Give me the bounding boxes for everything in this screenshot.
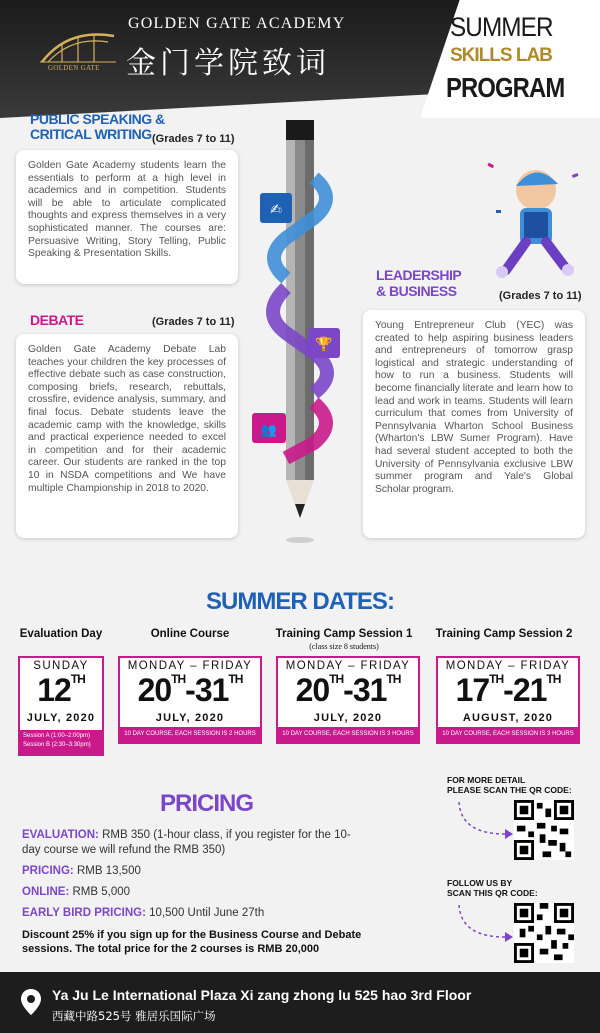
student-illustration-icon bbox=[476, 150, 586, 280]
academy-name-en: GOLDEN GATE ACADEMY bbox=[128, 15, 346, 32]
leadership-title-line1: LEADERSHIP bbox=[376, 267, 462, 283]
debate-title: DEBATE bbox=[30, 312, 84, 328]
debate-card: Golden Gate Academy Debate Lab teaches your children the key processes of effective debate such as case construction, composing briefs, research, rebuttals, crossfire, evidence analysis, summary, and final focus. Debate students leave the academic camp with the knowledge, skills and practical experience needed to excel in competition and for their academic career. Our students are ranked in the top 10 in NSDA competitions and We have multiple Championship in 2018 to 2020. bbox=[16, 334, 238, 538]
summer-dates-title: SUMMER DATES: bbox=[206, 588, 394, 615]
academy-name-cn: 金门学院致词 bbox=[126, 46, 330, 81]
date-box-evaluation bbox=[18, 656, 104, 756]
program-title-line3: PROGRAM bbox=[446, 72, 565, 103]
debate-grade: (Grades 7 to 11) bbox=[152, 316, 235, 328]
col-camp1-heading: Training Camp Session 1 bbox=[275, 628, 413, 640]
col-camp1-sub: (class size 8 students) bbox=[309, 642, 379, 651]
course-note: 10 DAY COURSE, EACH SESSION IS 3 HOURS bbox=[438, 727, 578, 742]
date-box-camp1 bbox=[276, 656, 420, 744]
course-note: 10 DAY COURSE, EACH SESSION IS 2 HOURS bbox=[120, 727, 260, 742]
svg-text:👥: 👥 bbox=[260, 423, 278, 438]
public-speaking-grade: (Grades 7 to 11) bbox=[152, 133, 235, 145]
footer bbox=[0, 972, 600, 1033]
qr-detail-text: FOR MORE DETAIL PLEASE SCAN THE QR CODE: bbox=[447, 775, 572, 795]
svg-text:✍: ✍ bbox=[270, 202, 282, 218]
course-price: PRICING: RMB 13,500 bbox=[22, 865, 141, 877]
course-note: 10 DAY COURSE, EACH SESSION IS 3 HOURS bbox=[278, 727, 418, 742]
weekday: MONDAY – FRIDAY bbox=[445, 660, 571, 672]
arrow-icon bbox=[455, 800, 515, 842]
month-year: JULY, 2020 bbox=[155, 712, 225, 724]
qr-follow-text: FOLLOW US BY SCAN THIS QR CODE: bbox=[447, 878, 538, 898]
col-camp2-heading: Training Camp Session 2 bbox=[435, 628, 573, 640]
public-speaking-title-line2: CRITICAL WRITING bbox=[30, 126, 152, 142]
day-number: 12TH bbox=[37, 672, 85, 708]
month-year: JULY, 2020 bbox=[313, 712, 383, 724]
public-speaking-title-line1: PUBLIC SPEAKING & bbox=[30, 111, 165, 127]
day-range: 20TH-31TH bbox=[137, 672, 243, 708]
header bbox=[0, 0, 600, 118]
col-online-heading: Online Course bbox=[150, 628, 230, 640]
leadership-title-line2: & BUSINESS bbox=[376, 283, 457, 299]
program-title-line2: SKILLS LAB bbox=[450, 45, 552, 66]
weekday: SUNDAY bbox=[33, 660, 89, 672]
pricing-title: PRICING bbox=[160, 790, 254, 817]
evaluation-price: EVALUATION: RMB 350 (1-hour class, if you register for the 10- bbox=[22, 829, 351, 841]
arrow-icon bbox=[455, 903, 515, 945]
public-speaking-card: Golden Gate Academy students learn the essentials to perform at a high level in academics and in competition. Students will be able to articulate complicated thoughts and express themselves in a very sophisticated manner. The courses are: Persuasive Writing, Story Telling, Public Speaking & Presentation Skills. bbox=[16, 150, 238, 284]
svg-text:🏆: 🏆 bbox=[315, 337, 333, 353]
discount-note: Discount 25% if you sign up for the Business Course and Debate sessions. The total price for the 2 courses is RMB 20,000 bbox=[22, 929, 362, 955]
online-price: ONLINE: RMB 5,000 bbox=[22, 886, 131, 898]
col-evaluation-heading: Evaluation Day bbox=[19, 628, 103, 640]
day-range: 17TH-21TH bbox=[455, 672, 561, 708]
leadership-grade: (Grades 7 to 11) bbox=[499, 290, 582, 302]
session-notes: Session A (1:00–2:00pm) Session B (2:30–3:30pm) bbox=[20, 730, 102, 754]
date-box-online bbox=[118, 656, 262, 744]
evaluation-price-cont: day course we will refund the RMB 350) bbox=[22, 844, 226, 856]
location-pin-icon bbox=[20, 988, 42, 1016]
qr-code-follow-icon[interactable] bbox=[514, 903, 574, 963]
weekday: MONDAY – FRIDAY bbox=[127, 660, 253, 672]
logo-name: GOLDEN GATE bbox=[48, 64, 100, 72]
program-title-line1: SUMMER bbox=[450, 12, 553, 42]
qr-code-detail-icon[interactable] bbox=[514, 800, 574, 860]
day-range: 20TH-31TH bbox=[295, 672, 401, 708]
address-en: Ya Ju Le International Plaza Xi zang zhong lu 525 hao 3rd Floor bbox=[52, 987, 472, 1003]
leadership-card: Young Entrepreneur Club (YEC) was created to help aspiring business leaders and entrepreneurs of tomorrow grasp logistical and strategic understanding of how to run a business. Students will become financially literate and learn how to lead and work in teams. Students will learn curriculum that comes from University of Pennsylvania Wharton School Business (Wharton's LBW Sumer Program). Have had several student accepted to both the University of Pennsylvania exclusive LBW summer program and Yale's Global Scholar program. bbox=[363, 310, 585, 538]
month-year: AUGUST, 2020 bbox=[462, 712, 554, 724]
early-bird-price: EARLY BIRD PRICING: 10,500 Until June 27th bbox=[22, 907, 265, 919]
weekday: MONDAY – FRIDAY bbox=[285, 660, 411, 672]
date-box-camp2 bbox=[436, 656, 580, 744]
address-cn: 西藏中路525号 雅居乐国际广场 bbox=[52, 1009, 216, 1023]
month-year: JULY, 2020 bbox=[26, 712, 96, 724]
pencil-illustration-icon bbox=[240, 118, 360, 548]
